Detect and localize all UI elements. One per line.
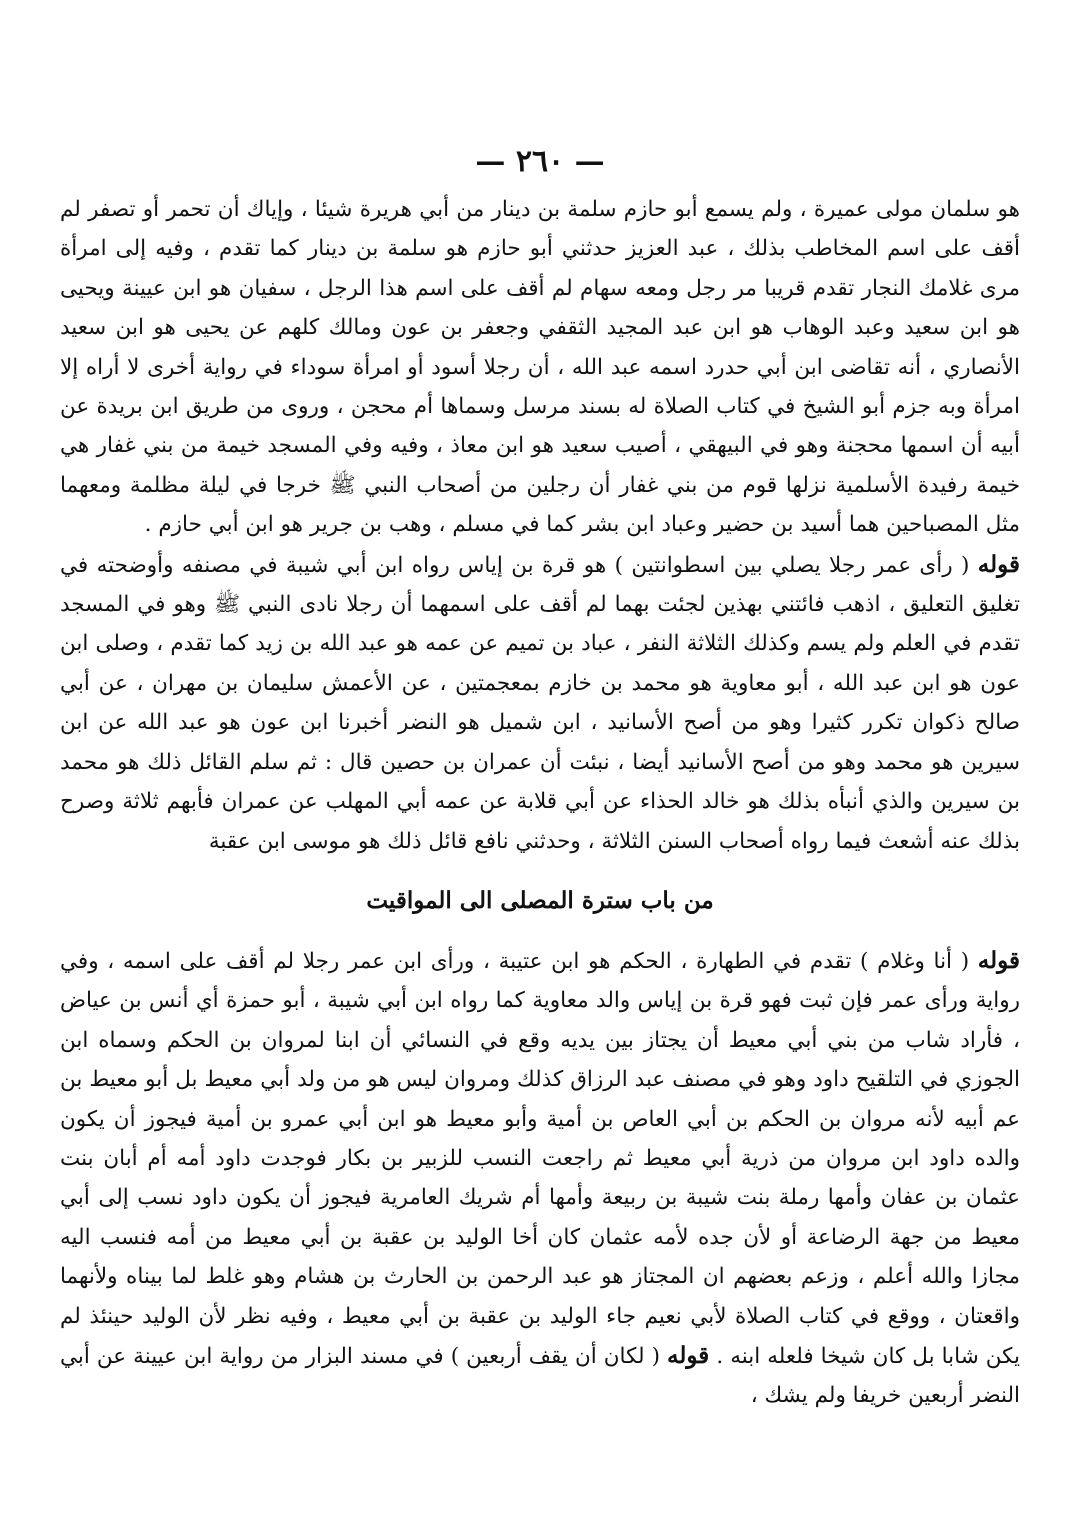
lead-word: قوله xyxy=(977,550,1020,578)
paragraph-3-text: ( أنا وغلام ) تقدم في الطهارة ، الحكم هو ابن عتيبة ، ورأى ابن عمر رجلا لم أقف على اسمه ، وفي رواية ورأى عمر فإن ثبت فهو قرة بن إياس والد معاوية كما رواه ابن أبي شيبة ، أبو حمزة أي أنس بن عياض ، فأراد شاب من بني أبي معيط أن يجتاز بين يديه وقع في النسائي أن ابنا لمروان بن الحكم وسماه ابن الجوزي في التلقيح داود وهو في مصنف عبد الرزاق كذلك ومروان ليس هو من ولد أبي معيط بل أبو معيط بن عم أبيه لأنه مروان بن الحكم بن أبي العاص بن أمية وأبو معيط هو ابن أبي عمرو بن أمية فيجوز أن يكون والده داود ابن مروان من ذرية أبي معيط ثم راجعت النسب للزبير بن بكار فوجدت داود أمه أم أبان بنت عثمان بن عفان وأمها رملة بنت شيبة بن ربيعة وأمها أم شريك العامرية فيجوز أن يكون داود نسب إلى أبي معيط من جهة الرضاعة أو لأن جده لأمه عثمان كان أخا الوليد بن عقبة بن أبي معيط من أمه فنسب اليه مجازا والله أعلم ، وزعم بعضهم ان المجتاز هو عبد الرحمن بن الحارث بن هشام وهو غلط لما بيناه ولأنهما واقعتان ، ووقع في كتاب الصلاة لأبي نعيم جاء الوليد بن عقبة بن أبي معيط ، وفيه نظر لأن الوليد حينئذ لم يكن شابا بل كان شيخا فلعله ابنه . xyxy=(60,948,1020,1369)
paragraph-4-text: ( لكان أن يقف أربعين ) في مسند البزار من رواية ابن عيينة عن أبي النضر أربعين خريفا ولم يشك ، xyxy=(60,1343,1020,1409)
page xyxy=(60,140,1020,1416)
paragraph-3 xyxy=(60,941,1020,1416)
section-title: من باب سترة المصلى الى المواقيت xyxy=(366,886,714,914)
paragraph-1: هو سلمان مولى عميرة ، ولم يسمع أبو حازم سلمة بن دينار من أبي هريرة شيئا ، وإياك أن تحمر أو تصفر لم أقف على اسم المخاطب بذلك ، عبد العزيز حدثني أبو حازم هو سلمة بن دينار كما تقدم ، وفيه إلى امرأة مرى غلامك النجار تقدم قريبا مر رجل ومعه سهام لم أقف على اسم هذا الرجل ، سفيان هو ابن عيينة ويحيى هو ابن سعيد وعبد الوهاب هو ابن عبد المجيد الثقفي وجعفر بن عون ومالك كلهم عن يحيى هو ابن سعيد الأنصاري ، أنه تقاضى ابن أبي حدرد اسمه عبد الله ، أن رجلا أسود أو امرأة سوداء في رواية أخرى لا أراه إلا امرأة وبه جزم أبو الشيخ في كتاب الصلاة له بسند مرسل وسماها أم محجن ، وروى من طريق ابن بريدة عن أبيه أن اسمها محجنة وهو في البيهقي ، أصيب سعيد هو ابن معاذ ، وفيه وفي المسجد خيمة من بني غفار هي خيمة رفيدة الأسلمية نزلها قوم من بني غفار أن رجلين من أصحاب النبي ﷺ خرجا في ليلة مظلمة ومعهما مثل المصباحين هما أسيد بن حضير وعباد ابن بشر كما في مسلم ، وهب بن جرير هو ابن أبي حازم . xyxy=(60,197,1020,538)
paragraph-2-text: ( رأى عمر رجلا يصلي بين اسطوانتين ) هو قرة بن إياس رواه ابن أبي شيبة في مصنفه وأوضحته في تغليق التعليق ، اذهب فائتني بهذين لجئت بهما لم أقف على اسمهما أن رجلا نادى النبي ﷺ وهو في المسجد تقدم في العلم ولم يسم وكذلك الثلاثة النفر ، عباد بن تميم عن عمه هو عبد الله بن زيد كما تقدم ، وصلى ابن عون هو ابن عبد الله ، أبو معاوية هو محمد بن خازم بمعجمتين ، عن الأعمش سليمان بن مهران ، عن أبي صالح ذكوان تكرر كثيرا وهو من أصح الأسانيد ، ابن شميل هو النضر أخبرنا ابن عون هو عبد الله عن ابن سيرين هو محمد وهو من أصح الأسانيد أيضا ، نبئت أن عمران بن حصين قال : ثم سلم القائل ذلك هو محمد بن سيرين والذي أنبأه بذلك هو خالد الحذاء عن أبي قلابة عن عمه أبي المهلب عن عمران فأبهم ثلاثة وصرح بذلك عنه أشعث فيما رواه أصحاب السنن الثلاثة ، وحدثني نافع قائل ذلك هو موسى ابن عقبة xyxy=(60,552,1020,854)
lead-word: قوله xyxy=(977,946,1020,974)
paragraph-2 xyxy=(60,545,1020,861)
page-number: — ٢٦٠ — xyxy=(475,144,605,179)
lead-word: قوله xyxy=(667,1341,710,1369)
